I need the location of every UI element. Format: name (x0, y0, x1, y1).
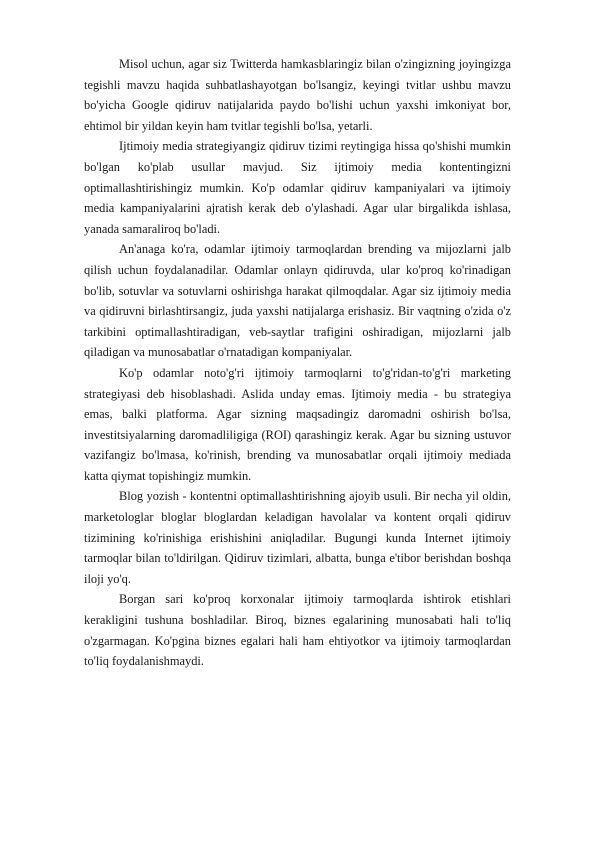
paragraph-4: Ko'p odamlar noto'g'ri ijtimoiy tarmoqlarni to'g'ridan-to'g'ri marketing strategiyasi deb hisoblashadi. Aslida unday emas. Ijtimoiy media - bu strategiya emas, balki platforma. Agar sizning maqsadingiz daromadni oshirish bo'lsa, investitsiyalarning daromadliligiga (ROI) qarashingiz kerak. Agar bu sizning ustuvor vazifangiz bo'lmasa, ko'rinish, brending va munosabatlar orqali ijtimoiy mediada katta qiymat topishingiz mumkin. (84, 365, 511, 483)
paragraph-3: An'anaga ko'ra, odamlar ijtimoiy tarmoqlardan brending va mijozlarni jalb qilish uchun foydalanadilar. Odamlar onlayn qidiruvda, ular ko'proq ko'rinadigan bo'lib, sotuvlar va sotuvlarni oshirishga harakat qilmoqdalar. Agar siz ijtimoiy media va qidiruvni birlashtirsangiz, juda yaxshi natijalarga erishasiz. Bir vaqtning o'zida o'z tarkibini optimallashtiradigan, veb-saytlar trafigini oshiradigan, mijozlarni jalb qiladigan va munosabatlar o'rnatadigan kompaniyalar. (84, 242, 511, 360)
document-body (84, 54, 511, 672)
paragraph-5: Blog yozish - kontentni optimallashtirishning ajoyib usuli. Bir necha yil oldin, marketologlar bloglar bloglardan keladigan havolalar va kontent orqali qidiruv tizimining ko'rinishiga erishishini aniqladilar. Bugungi kunda Internet ijtimoiy tarmoqlar bilan to'ldirilgan. Qidiruv tizimlari, albatta, bunga e'tibor berishdan boshqa iloji yo'q. (84, 489, 511, 586)
watermark: ​ (39, 117, 81, 170)
paragraph-6: Borgan sari ko'proq korxonalar ijtimoiy tarmoqlarda ishtirok etishlari kerakligini tushuna boshladilar. Biroq, biznes egalarining munosabati hali to'liq o'zgarmagan. Ko'pgina biznes egalari hali ham ehtiyotkor va ijtimoiy tarmoqlardan to'liq foydalanishmaydi. (84, 592, 511, 669)
paragraph-2: Ijtimoiy media strategiyangiz qidiruv tizimi reytingiga hissa qo'shishi mumkin bo'lgan ko'plab usullar mavjud. Siz ijtimoiy media kontentingizni optimallashtirishingiz mumkin. Ko'p odamlar qidiruv kampaniyalari va ijtimoiy media kampaniyalarini ajratish kerak deb o'ylashadi. Agar ular birgalikda ishlasa, yanada samaraliroq bo'ladi. (84, 139, 511, 236)
paragraph-1: Misol uchun, agar siz Twitterda hamkasblaringiz bilan o'zingizning joyingizga tegishli mavzu haqida suhbatlashayotgan bo'lsangiz, keyingi tvitlar ushbu mavzu bo'yicha Google qidiruv natijalarida paydo bo'lishi uchun yaxshi imkoniyat bor, ehtimol bir yildan keyin ham tvitlar tegishli bo'lsa, yetarli. (84, 57, 511, 133)
